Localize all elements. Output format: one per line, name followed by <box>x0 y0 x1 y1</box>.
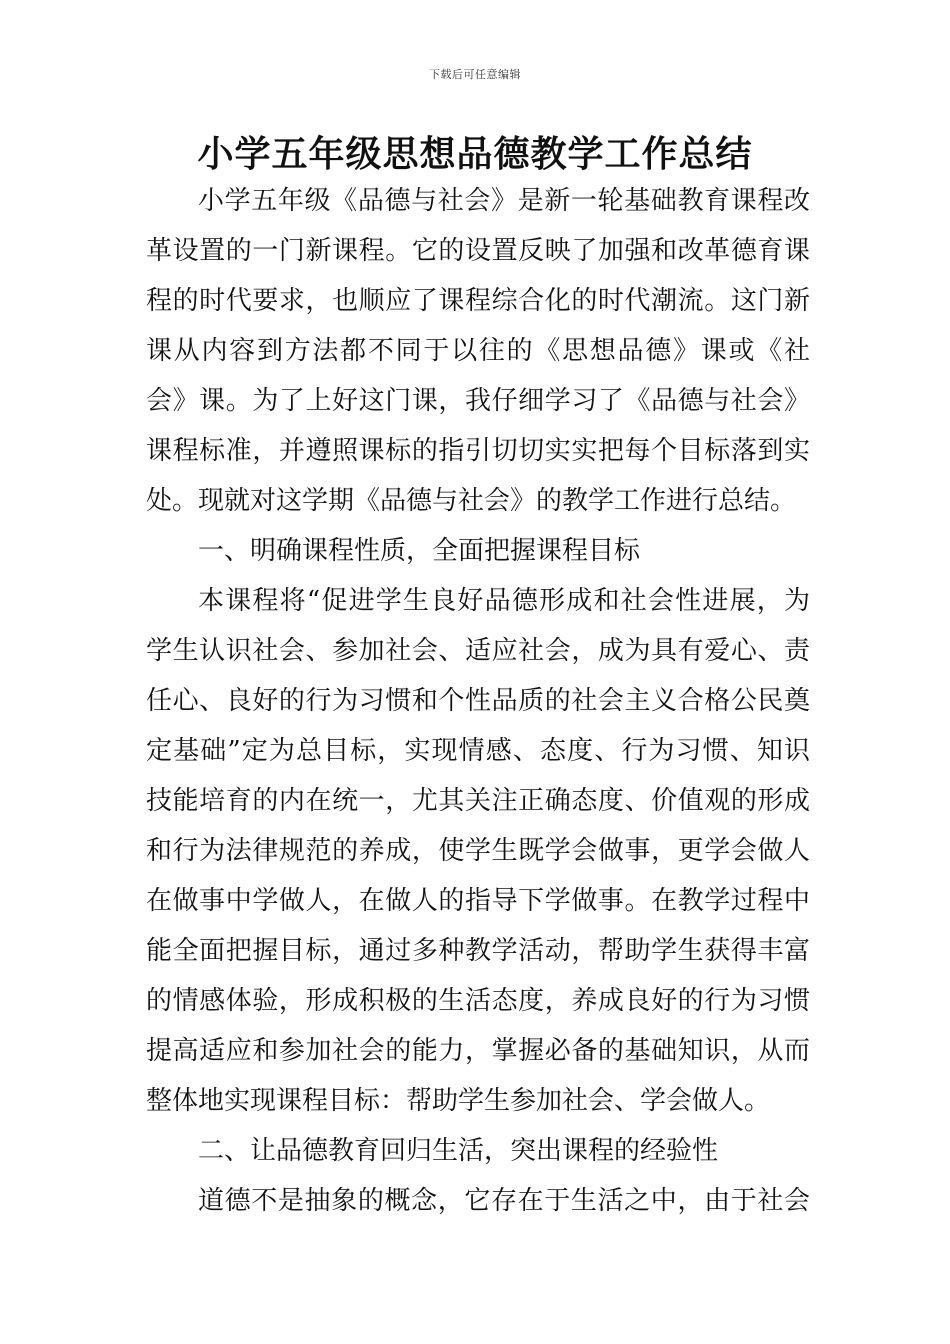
document-title: 小学五年级思想品德教学工作总结 <box>197 134 753 175</box>
paragraph-line: 技能培育的内在统一，尤其关注正确态度、价值观的形成 <box>146 786 810 816</box>
paragraph-line: 能全面把握目标，通过多种教学活动，帮助学生获得丰富 <box>146 936 810 966</box>
paragraph-line: 小学五年级《品德与社会》是新一轮基础教育课程改 <box>198 186 810 216</box>
paragraph-line: 课从内容到方法都不同于以往的《思想品德》课或《社 <box>146 336 810 366</box>
paragraph-line: 会》课。为了上好这门课，我仔细学习了《品德与社会》 <box>146 386 810 416</box>
paragraph-line: 提高适应和参加社会的能力，掌握必备的基础知识，从而 <box>146 1036 810 1066</box>
paragraph-line: 课程标准，并遵照课标的指引切切实实把每个目标落到实 <box>146 436 810 466</box>
header-note: 下载后可任意编辑 <box>429 68 521 81</box>
paragraph-line: 道德不是抽象的概念，它存在于生活之中，由于社会 <box>198 1186 810 1216</box>
paragraph-line: 在做事中学做人，在做人的指导下学做事。在教学过程中 <box>146 886 810 916</box>
paragraph-line: 革设置的一门新课程。它的设置反映了加强和改革德育课 <box>146 236 810 266</box>
paragraph-line: 本课程将“促进学生良好品德形成和社会性进展，为 <box>198 586 810 616</box>
paragraph-line: 整体地实现课程目标：帮助学生参加社会、学会做人。 <box>146 1086 771 1116</box>
section-heading-1: 一、明确课程性质，全面把握课程目标 <box>198 536 641 566</box>
paragraph-line: 和行为法律规范的养成，使学生既学会做事，更学会做人 <box>146 836 810 866</box>
paragraph-line: 处。现就对这学期《品德与社会》的教学工作进行总结。 <box>146 486 797 516</box>
paragraph-line: 程的时代要求，也顺应了课程综合化的时代潮流。这门新 <box>146 286 810 316</box>
paragraph-line: 任心、良好的行为习惯和个性品质的社会主义合格公民奠 <box>146 686 810 716</box>
paragraph-line: 的情感体验，形成积极的生活态度，养成良好的行为习惯 <box>146 986 810 1016</box>
paragraph-line: 定基础”定为总目标，实现情感、态度、行为习惯、知识 <box>146 736 810 766</box>
section-heading-2: 二、让品德教育回归生活，突出课程的经验性 <box>198 1136 719 1166</box>
document-body <box>146 176 810 1226</box>
paragraph-line: 学生认识社会、参加社会、适应社会，成为具有爱心、责 <box>146 636 810 666</box>
